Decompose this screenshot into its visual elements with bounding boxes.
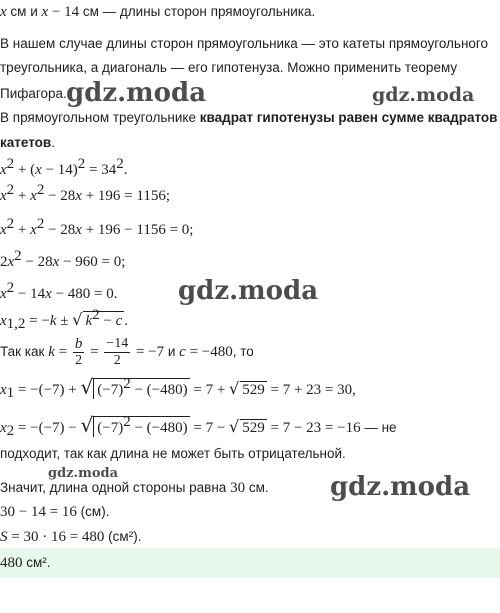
text-fragment: и [164, 344, 180, 359]
paragraph-line: треугольника, а диагональ — его гипотенуза. Можно применить теорему [0, 60, 458, 75]
theorem-line [0, 108, 497, 128]
fraction-minus14-over-2: $\frac{-14}{2}$ [106, 335, 129, 368]
text-fragment: (см²). [104, 529, 142, 544]
text-fragment: В прямоугольном треугольнике [0, 110, 200, 125]
text-fragment: Так как [0, 344, 49, 359]
equation-2: $x^2 + x^2 - 28x + 196 = 1156$; [0, 182, 170, 204]
text-fragment: см. [245, 480, 269, 495]
text-fragment: — не [360, 420, 397, 435]
text-fragment: Значит, длина одной стороны равна [0, 480, 231, 495]
answer-line: 480 см². [0, 555, 51, 571]
text-fragment: см — длины сторон прямоугольника. [79, 4, 316, 19]
root-x1: $x_1 = -(-7)$ + √ $(-7)^2 - (-480) = 7$ + √ 529 = 7 + 23 = 30, [0, 375, 356, 401]
paragraph-line: Пифагора. [0, 86, 67, 101]
other-side-line: 30 − 14 = 16 (см). [0, 504, 110, 520]
coefficients-line: Так как k = $\frac{b}{2}$ = $\frac{-14}{2}$ = −7 и c = −480, то [0, 335, 254, 368]
watermark: gdz.moda [372, 84, 475, 106]
equation-4: $2x^2 - 28x - 960 = 0$; [0, 248, 126, 270]
equation-1: $x^2 + (x - 14)^2 = 34^2$. [0, 156, 128, 178]
text-fragment: см и [6, 4, 42, 19]
math-x: x [0, 4, 7, 20]
answer-box [0, 548, 500, 578]
watermark: gdz.moda [66, 78, 207, 108]
paragraph-line: В нашем случае длины сторон прямоугольника — это катеты прямоугольного [0, 36, 489, 51]
text-fragment: . [51, 135, 55, 150]
fraction-b-over-2: $\frac{b}{2}$ [74, 335, 83, 368]
text-fragment: см². [22, 555, 51, 570]
watermark: gdz.moda [48, 466, 119, 481]
theorem-line [0, 133, 55, 153]
equation-3: $x^2 + x^2 - 28x + 196 - 1156 = 0$; [0, 216, 194, 238]
math-x-minus-14: x [41, 4, 49, 20]
watermark: gdz.moda [330, 472, 471, 502]
theorem-bold-text: катетов [0, 135, 52, 150]
area-line: S = 30 · 16 = 480 (см²). [0, 529, 142, 545]
math-fragment: − 14 [48, 4, 80, 20]
conclusion-line: подходит, так как длина не может быть отрицательной. [0, 446, 346, 461]
text-fragment: , то [232, 344, 254, 359]
roots-formula: $x_{1,2} = -k$ ± √ $k^2 - c$ . [0, 307, 129, 332]
text-fragment: (см). [76, 504, 110, 519]
root-x2: $x_2 = -(-7)$ − √ $(-7)^2 - (-480) = 7$ − √ 529 = 7 − 23 = −16 — не [0, 413, 397, 439]
watermark: gdz.moda [178, 276, 319, 306]
sides-definition-line [0, 2, 315, 22]
equation-5: $x^2 - 14x - 480 = 0$. [0, 280, 118, 302]
theorem-bold-text: квадрат гипотенузы равен сумме квадратов [199, 110, 498, 125]
side-length-line: Значит, длина одной стороны равна 30 см. [0, 480, 269, 496]
